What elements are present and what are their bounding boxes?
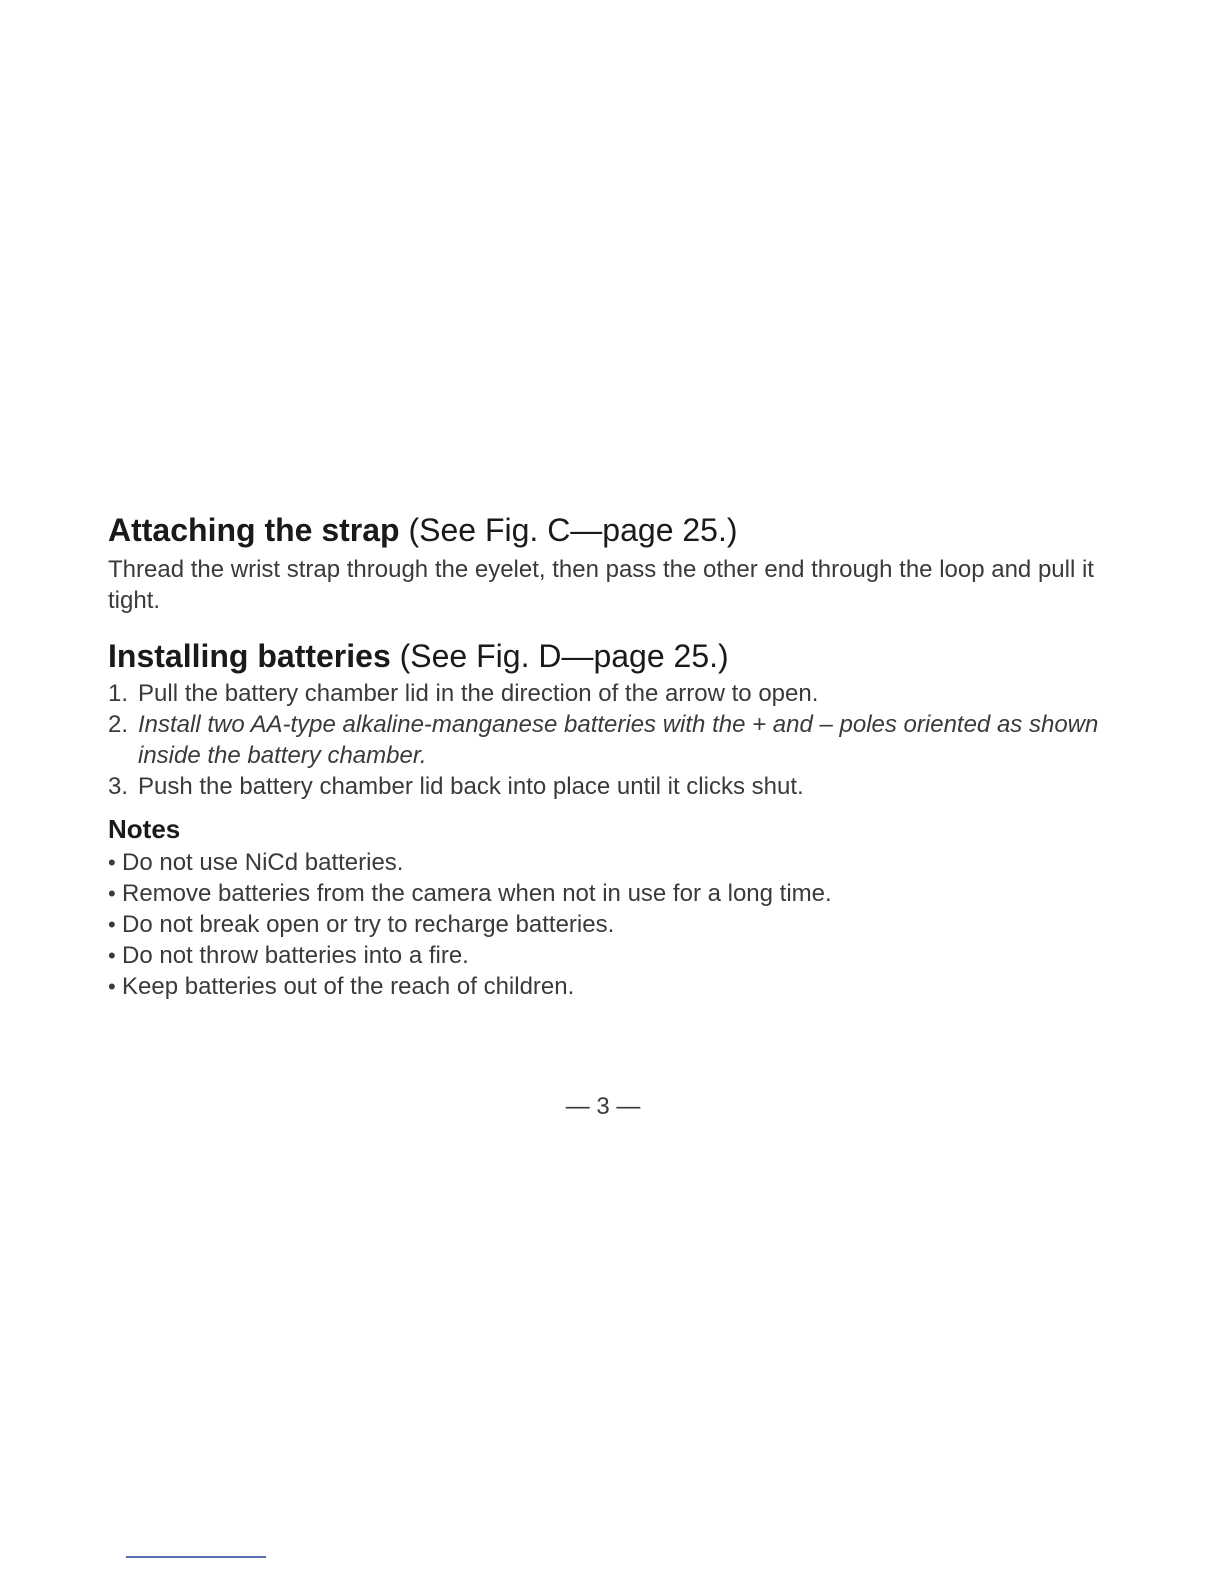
- bullet-icon: •: [108, 912, 116, 937]
- battery-section: [108, 634, 1108, 802]
- notes-heading: Notes: [108, 814, 181, 844]
- note-item: [108, 847, 1108, 878]
- bullet-icon: •: [108, 943, 116, 968]
- step-text: Install two AA-type alkaline-manganese batteries with the + and – poles oriented as shown inside the battery chamber.: [138, 711, 1099, 769]
- note-text: Do not use NiCd batteries.: [122, 849, 404, 876]
- note-item: [108, 940, 1108, 971]
- bullet-icon: •: [108, 974, 116, 999]
- note-text: Do not break open or try to recharge batteries.: [122, 911, 615, 938]
- note-item: [108, 971, 1108, 1002]
- battery-step: [108, 709, 1108, 771]
- note-text: Remove batteries from the camera when not in use for a long time.: [122, 880, 832, 907]
- battery-heading: [108, 634, 1108, 678]
- bullet-icon: •: [108, 881, 116, 906]
- battery-step: [108, 678, 1108, 709]
- step-text: Push the battery chamber lid back into place until it clicks shut.: [138, 773, 804, 800]
- step-text: Pull the battery chamber lid in the direction of the arrow to open.: [138, 680, 819, 707]
- step-number: 3.: [108, 773, 129, 800]
- battery-steps-list: [108, 678, 1108, 802]
- battery-step: [108, 771, 1108, 802]
- note-text: Keep batteries out of the reach of children.: [122, 973, 575, 1000]
- bullet-icon: •: [108, 850, 116, 875]
- strap-heading: [108, 508, 1108, 552]
- strap-instructions: Thread the wrist strap through the eyelet, then pass the other end through the loop and pull it tight.: [108, 556, 1094, 614]
- manual-page-content: [108, 508, 1108, 1002]
- step-number: 1.: [108, 680, 129, 707]
- notes-list: [108, 847, 1108, 1002]
- strap-section: [108, 508, 1108, 616]
- note-item: [108, 909, 1108, 940]
- page-number: — 3 —: [565, 1093, 641, 1120]
- battery-heading-title: Installing batteries: [108, 638, 391, 674]
- note-text: Do not throw batteries into a fire.: [122, 942, 469, 969]
- strap-figure-reference: (See Fig. C—page 25.): [408, 512, 738, 548]
- note-item: [108, 878, 1108, 909]
- bottom-divider: [126, 1556, 266, 1558]
- strap-heading-title: Attaching the strap: [108, 512, 400, 548]
- notes-section: [108, 811, 1108, 1002]
- step-number: 2.: [108, 711, 129, 738]
- battery-figure-reference: (See Fig. D—page 25.): [399, 638, 729, 674]
